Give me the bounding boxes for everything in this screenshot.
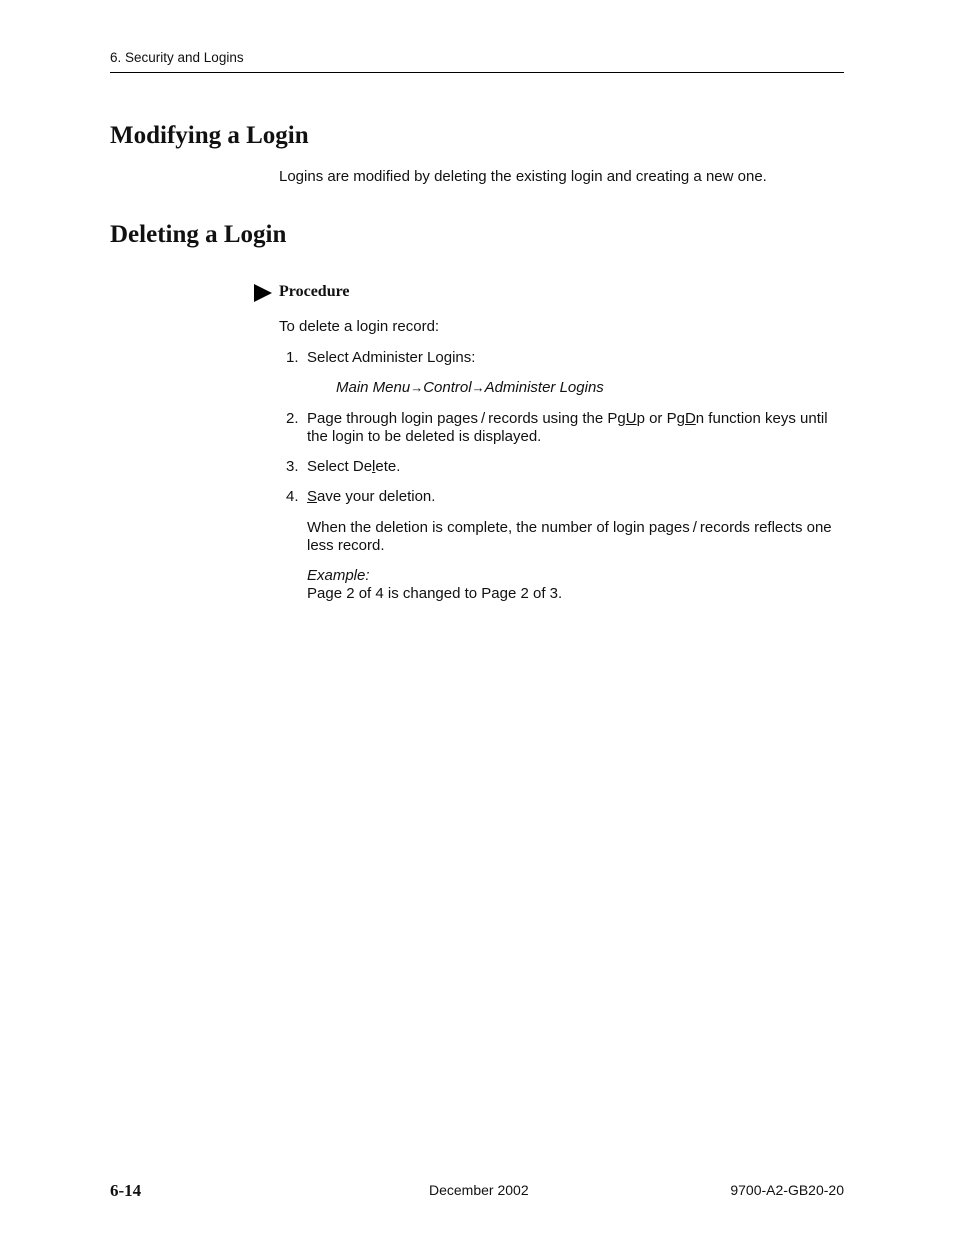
procedure-label: Procedure: [279, 283, 350, 300]
example-label: Example:: [307, 567, 370, 584]
procedure-arrow-icon: [254, 284, 272, 302]
header-rule: [110, 72, 844, 73]
heading-modifying-login: Modifying a Login: [110, 122, 309, 149]
step-text: Save your deletion.: [307, 488, 436, 505]
step-text: Page through login pages / records using the PgUp or PgDn function keys until the login to be deleted is displayed.: [307, 410, 828, 445]
menu-path-administer: Administer Logins: [484, 379, 604, 396]
footer-date: December 2002: [429, 1182, 529, 1198]
step-text: Select Delete.: [307, 458, 401, 475]
modify-paragraph: Logins are modified by deleting the existing login and creating a new one.: [279, 168, 767, 185]
menu-path: [336, 379, 604, 397]
step-number: 4.: [286, 488, 299, 505]
procedure-intro: To delete a login record:: [279, 318, 440, 335]
step-number: 2.: [286, 410, 299, 427]
arrow-right-icon: →: [471, 380, 485, 395]
arrow-right-icon: →: [410, 380, 424, 395]
document-id: 9700-A2-GB20-20: [730, 1182, 844, 1198]
menu-path-main: Main Menu: [336, 379, 411, 396]
step-number: 1.: [286, 349, 299, 366]
deletion-note: When the deletion is complete, the number of login pages / records reflects one less record.: [307, 519, 832, 554]
step-text: Select Administer Logins:: [307, 349, 476, 366]
step-number: 3.: [286, 458, 299, 475]
menu-path-control: Control: [423, 379, 472, 396]
page-number: 6-14: [110, 1181, 142, 1200]
example-text: Page 2 of 4 is changed to Page 2 of 3.: [307, 585, 563, 602]
running-header: 6. Security and Logins: [110, 50, 244, 65]
heading-deleting-login: Deleting a Login: [110, 221, 287, 248]
